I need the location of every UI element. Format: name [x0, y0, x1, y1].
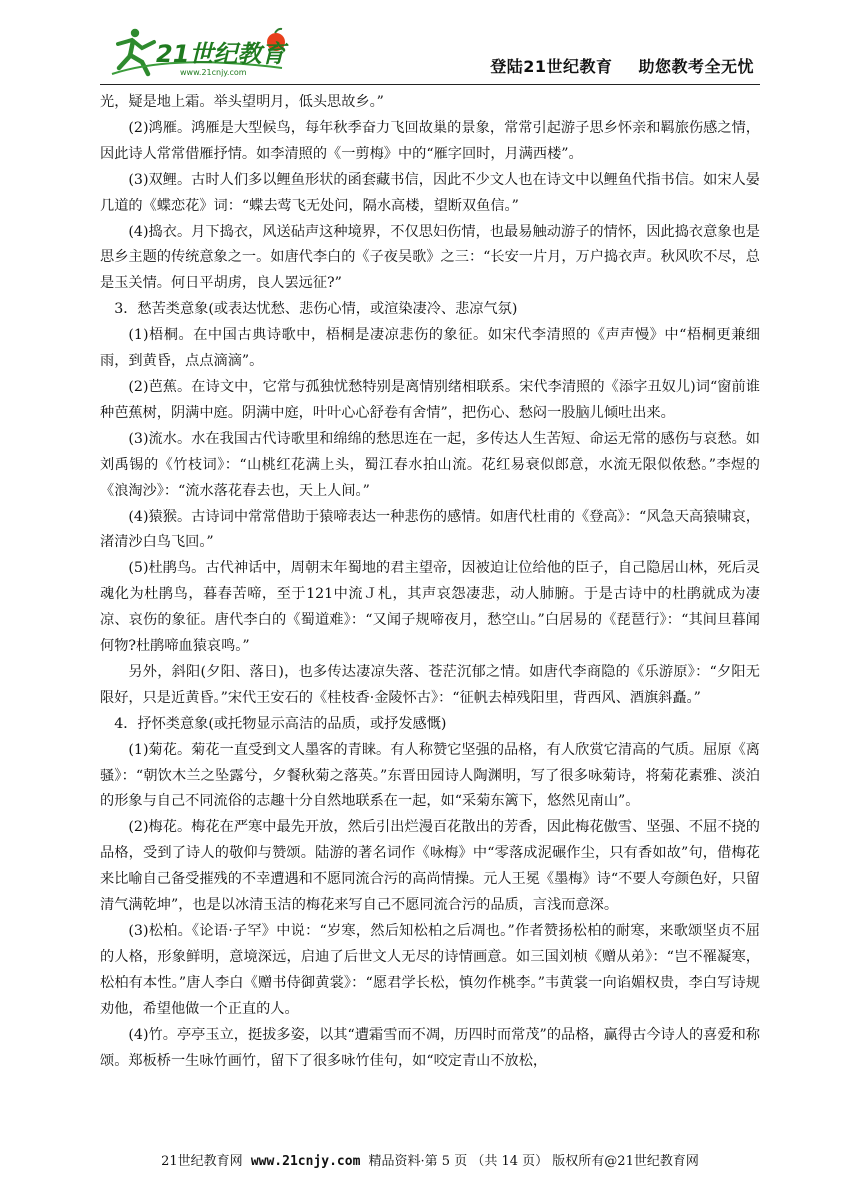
section-heading: 3．愁苦类意象(或表达忧愁、悲伤心情，或渲染凄冷、悲凉气氛)	[114, 301, 518, 318]
paragraph: (1)梧桐。在中国古典诗歌中，梧桐是凄凉悲伤的象征。如宋代李清照的《声声慢》中“梧桐更兼细雨，到黄昏，点点滴滴”。	[100, 327, 760, 370]
slogan-right: 助您教考全无忧	[638, 57, 754, 76]
paragraph: (4)猿猴。古诗词中常常借助于猿啼表达一种悲伤的感情。如唐代杜甫的《登高》：“风急天高猿啸哀，渚清沙白鸟飞回。”	[100, 508, 760, 551]
paragraph: 另外，斜阳(夕阳、落日)，也多传达凄凉失落、苍茫沉郁之情。如唐代李商隐的《乐游原》：“夕阳无限好，只是近黄昏。”宋代王安石的《桂枝香·金陵怀古》：“征帆去棹残阳里，背西风、酒旗斜矗。”	[100, 663, 760, 706]
footer-site: 21世纪教育网	[161, 1154, 243, 1169]
paragraph: (4)捣衣。月下捣衣，风送砧声这种境界，不仅思妇伤情，也最易触动游子的情怀，因此捣衣意象也是思乡主题的传统意象之一。如唐代李白的《子夜吴歌》之三：“长安一片月，万户捣衣声。秋风吹不尽，总是玉关情。何日平胡虏，良人罢远征?”	[100, 223, 760, 292]
paragraph: (1)菊花。菊花一直受到文人墨客的青睐。有人称赞它坚强的品格，有人欣赏它清高的气质。屈原《离骚》：“朝饮木兰之坠露兮，夕餐秋菊之落英。”东晋田园诗人陶渊明，写了很多咏菊诗，将菊花素雅、淡泊的形象与自己不同流俗的志趣十分自然地联系在一起，如“采菊东篱下，悠然见南山”。	[100, 741, 760, 810]
document-body	[100, 90, 760, 1074]
page-header	[100, 22, 760, 85]
header-slogan	[490, 54, 754, 77]
paragraph: (3)松柏。《论语·子罕》中说：“岁寒，然后知松柏之后凋也。”作者赞扬松柏的耐寒，来歌颂坚贞不屈的人格，形象鲜明，意境深远，启迪了后世文人无尽的诗情画意。如三国刘桢《赠从弟》：“岂不罹凝寒，松柏有本性。”唐人李白《赠书侍御黄裳》：“愿君学长松，慎勿作桃李。”韦黄裳一向谄媚权贵，李白写诗规劝他，希望他做一个正直的人。	[100, 923, 760, 1017]
paragraph: (2)鸿雁。鸿雁是大型候鸟，每年秋季奋力飞回故巢的景象，常常引起游子思乡怀亲和羁旅伤感之情，因此诗人常常借雁抒情。如李清照的《一剪梅》中的“雁字回时，月满西楼”。	[100, 119, 760, 162]
footer-page-info: 精品资料·第 5 页 （共 14 页）	[368, 1154, 549, 1169]
paragraph: (3)双鲤。古时人们多以鲤鱼形状的函套藏书信，因此不少文人也在诗文中以鲤鱼代指书信。如宋人晏几道的《蝶恋花》词：“蝶去莺飞无处问，隔水高楼，望断双鱼信。”	[100, 171, 760, 214]
section-heading: 4．抒怀类意象(或托物显示高洁的品质，或抒发感慨)	[114, 715, 447, 732]
slogan-left: 登陆21世纪教育	[490, 57, 613, 76]
paragraph: (2)芭蕉。在诗文中，它常与孤独忧愁特别是离情别绪相联系。宋代李清照的《添字丑奴儿)词“窗前谁种芭蕉树，阴满中庭。阴满中庭，叶叶心心舒卷有舍情”，把伤心、愁闷一股脑儿倾吐出来。	[100, 378, 760, 421]
logo-21cnjy	[102, 24, 292, 80]
footer-copyright: 版权所有@21世纪教育网	[552, 1154, 699, 1169]
footer-url[interactable]: www.21cnjy.com	[250, 1154, 361, 1169]
paragraph: (3)流水。水在我国古代诗歌里和绵绵的愁思连在一起，多传达人生苦短、命运无常的感伤与哀愁。如刘禹锡的《竹枝词》：“山桃红花满上头，蜀江春水拍山流。花红易衰似郎意，水流无限似侬愁。”李煜的《浪淘沙》：“流水落花春去也，天上人间。”	[100, 430, 760, 499]
paragraph: 光，疑是地上霜。举头望明月，低头思故乡。”	[100, 94, 384, 110]
paragraph: (4)竹。亭亭玉立，挺拔多姿，以其“遭霜雪而不凋，历四时而常茂”的品格，赢得古今诗人的喜爱和称颂。郑板桥一生咏竹画竹，留下了很多咏竹佳句，如“咬定青山不放松，	[100, 1026, 760, 1069]
svg-text:www.21cnjy.com: www.21cnjy.com	[180, 68, 247, 77]
paragraph: (2)梅花。梅花在严寒中最先开放，然后引出烂漫百花散出的芳香，因此梅花傲雪、坚强、不屈不挠的品格，受到了诗人的敬仰与赞颂。陆游的著名词作《咏梅》中“零落成泥碾作尘，只有香如故”句，借梅花来比喻自己备受摧残的不幸遭遇和不愿同流合污的高尚情操。元人王冕《墨梅》诗“不要人夸颜色好，只留清气满乾坤”，也是以冰清玉洁的梅花来写自己不愿同流合污的品质，言浅而意深。	[100, 819, 760, 914]
svg-text:21世纪教育: 21世纪教育	[156, 40, 286, 68]
page-footer	[100, 1150, 760, 1169]
paragraph: (5)杜鹃鸟。古代神话中，周朝末年蜀地的君主望帝，因被迫让位给他的臣子，自己隐居山林，死后灵魂化为杜鹃鸟，暮春苦啼，至于121中流Ｊ札，其声哀怨凄悲，动人肺腑。于是古诗中的杜鹃就成为凄凉、哀伤的象征。唐代李白的《蜀道难》：“又闻子规啼夜月，愁空山。”白居易的《琵琶行》：“其间旦暮闻何物?杜鹃啼血猿哀鸣。”	[100, 560, 760, 655]
